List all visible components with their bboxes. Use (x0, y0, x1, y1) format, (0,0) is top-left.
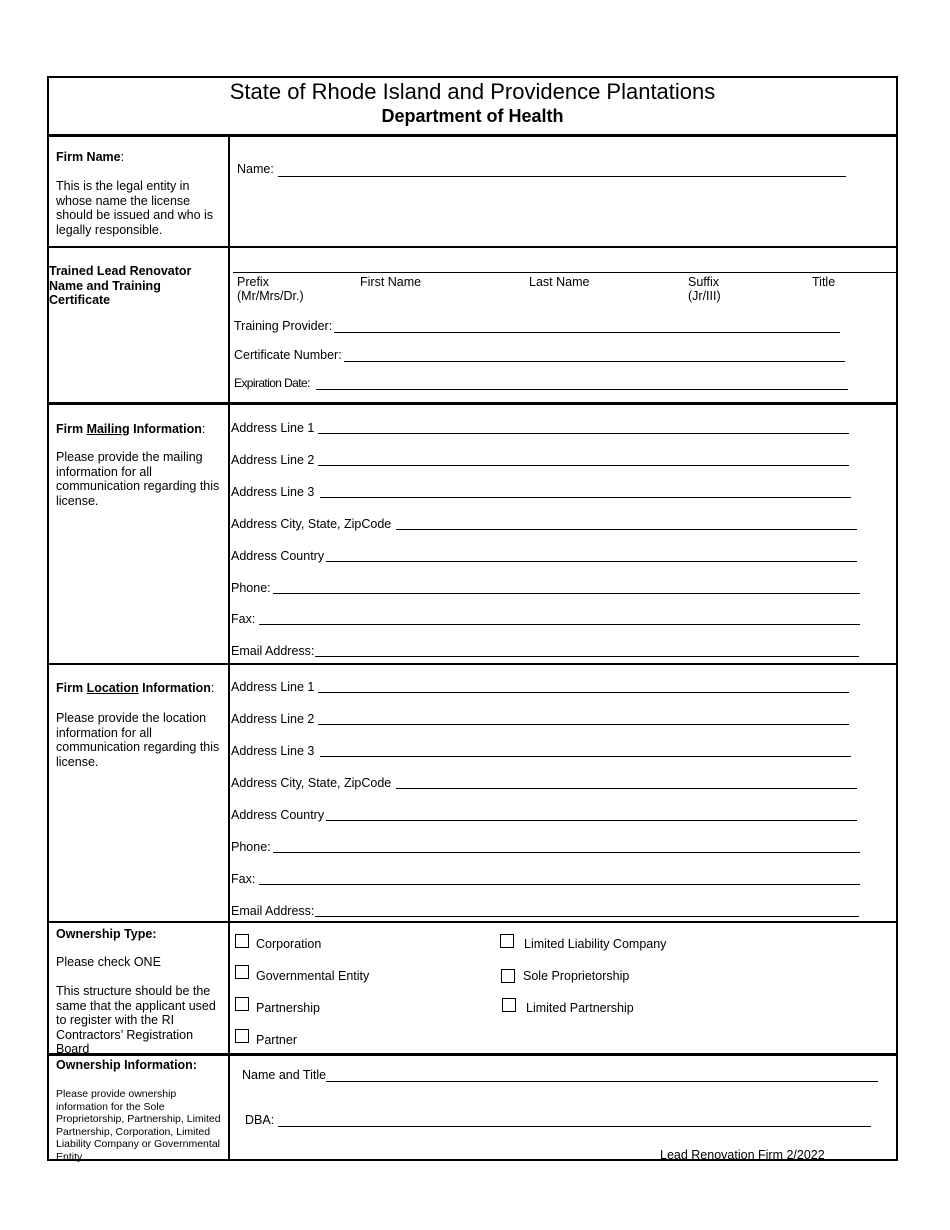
mailing-email-label: Email Address: (231, 644, 315, 658)
location-left-col (49, 665, 230, 921)
location-address-line-1-label: Address Line 1 (231, 680, 315, 694)
renovator-name-input-line[interactable] (233, 272, 896, 273)
title-column-label: Title (812, 275, 836, 289)
firm-name-description: This is the legal entity in whose name the license should be issued and who is legally responsible. (56, 179, 214, 237)
ownership-type-description: This structure should be the same that the applicant used to register with the RI Contractors’ Registration Board (56, 984, 216, 1056)
dba-input[interactable] (278, 1126, 871, 1127)
ownership-type-instruction: Please check ONE (56, 955, 161, 969)
form-header (49, 78, 896, 137)
mailing-address-line-1-input[interactable] (318, 433, 849, 434)
mailing-phone-input[interactable] (273, 593, 860, 594)
ownership-info-description: Please provide ownership information for the Sole Proprietorship, Partnership, Limited Partnership, Corporation, Limited Liability Company or Governmental Entity. (56, 1088, 221, 1163)
mailing-address-line-3-input[interactable] (320, 497, 851, 498)
suffix-column-label: Suffix (Jr/III) (688, 275, 721, 303)
sole-proprietorship-label: Sole Proprietorship (523, 969, 630, 983)
expiration-date-input[interactable] (316, 389, 848, 390)
mailing-country-label: Address Country (231, 549, 325, 563)
partnership-label: Partnership (256, 1001, 320, 1015)
mailing-heading: Firm Mailing Information: (56, 422, 206, 436)
name-and-title-label: Name and Title (242, 1068, 327, 1082)
location-address-line-3-label: Address Line 3 (231, 744, 315, 758)
corporation-checkbox[interactable] (235, 934, 249, 948)
location-email-input[interactable] (315, 916, 859, 917)
mailing-fax-label: Fax: (231, 612, 256, 626)
mailing-address-line-1-label: Address Line 1 (231, 421, 315, 435)
renovator-heading: Trained Lead Renovator Name and Training Certificate (49, 264, 192, 307)
renovator-section (49, 248, 896, 405)
ownership-info-section (49, 1056, 896, 1161)
last-name-column-label: Last Name (529, 275, 590, 289)
mailing-description: Please provide the mailing information for all communication regarding this license. (56, 450, 220, 508)
partnership-checkbox[interactable] (235, 997, 249, 1011)
dba-label: DBA: (245, 1113, 275, 1127)
sole-proprietorship-checkbox[interactable] (501, 969, 515, 983)
location-fax-input[interactable] (259, 884, 860, 885)
first-name-column-label: First Name (360, 275, 422, 289)
ownership-info-left-col (49, 1056, 230, 1161)
renovator-left-col (49, 248, 230, 402)
mailing-address-line-2-label: Address Line 2 (231, 453, 315, 467)
certificate-number-label: Certificate Number: (234, 348, 342, 362)
location-email-label: Email Address: (231, 904, 315, 918)
mailing-city-state-zip-label: Address City, State, ZipCode (231, 517, 392, 531)
firm-name-label: Name: (237, 162, 274, 176)
location-description: Please provide the location information for all communication regarding this license. (56, 711, 220, 769)
certificate-number-input[interactable] (344, 361, 845, 362)
governmental-entity-label: Governmental Entity (256, 969, 370, 983)
corporation-label: Corporation (256, 937, 322, 951)
mailing-phone-label: Phone: (231, 581, 271, 595)
location-fax-label: Fax: (231, 872, 256, 886)
partner-label: Partner (256, 1033, 297, 1047)
limited-partnership-label: Limited Partnership (526, 1001, 634, 1015)
form-version-label: Lead Renovation Firm 2/2022 (660, 1148, 825, 1162)
location-address-line-1-input[interactable] (318, 692, 849, 693)
location-city-state-zip-input[interactable] (396, 788, 857, 789)
firm-name-section (49, 134, 896, 248)
state-title: State of Rhode Island and Providence Plantations (229, 79, 716, 104)
firm-name-left-col (49, 134, 230, 246)
application-form (47, 76, 898, 1161)
location-country-label: Address Country (231, 808, 325, 822)
location-section (49, 665, 896, 923)
limited-partnership-checkbox[interactable] (502, 998, 516, 1012)
expiration-date-label: Expiration Date: (234, 376, 310, 390)
location-city-state-zip-label: Address City, State, ZipCode (231, 776, 392, 790)
location-country-input[interactable] (326, 820, 857, 821)
ownership-type-heading: Ownership Type: (56, 927, 157, 941)
llc-checkbox[interactable] (500, 934, 514, 948)
partner-checkbox[interactable] (235, 1029, 249, 1043)
mailing-email-input[interactable] (315, 656, 859, 657)
location-address-line-2-input[interactable] (318, 724, 849, 725)
firm-name-heading: Firm Name: (56, 150, 125, 164)
location-heading: Firm Location Information: (56, 681, 215, 695)
llc-label: Limited Liability Company (524, 937, 667, 951)
governmental-entity-checkbox[interactable] (235, 965, 249, 979)
training-provider-input[interactable] (334, 332, 840, 333)
mailing-section (49, 405, 896, 665)
mailing-address-line-3-label: Address Line 3 (231, 485, 315, 499)
mailing-left-col (49, 405, 230, 663)
mailing-address-line-2-input[interactable] (318, 465, 849, 466)
department-title: Department of Health (381, 106, 564, 126)
prefix-column-label: Prefix (Mr/Mrs/Dr.) (237, 275, 304, 303)
mailing-fax-input[interactable] (259, 624, 860, 625)
location-phone-input[interactable] (273, 852, 860, 853)
mailing-country-input[interactable] (326, 561, 857, 562)
ownership-type-left-col (49, 923, 230, 1056)
location-phone-label: Phone: (231, 840, 271, 854)
firm-name-input[interactable] (278, 176, 846, 177)
training-provider-label: Training Provider: (234, 319, 333, 333)
ownership-info-heading: Ownership Information: (56, 1058, 197, 1072)
location-address-line-3-input[interactable] (320, 756, 851, 757)
ownership-type-section (49, 923, 896, 1056)
name-and-title-input[interactable] (326, 1081, 878, 1082)
location-address-line-2-label: Address Line 2 (231, 712, 315, 726)
mailing-city-state-zip-input[interactable] (396, 529, 857, 530)
